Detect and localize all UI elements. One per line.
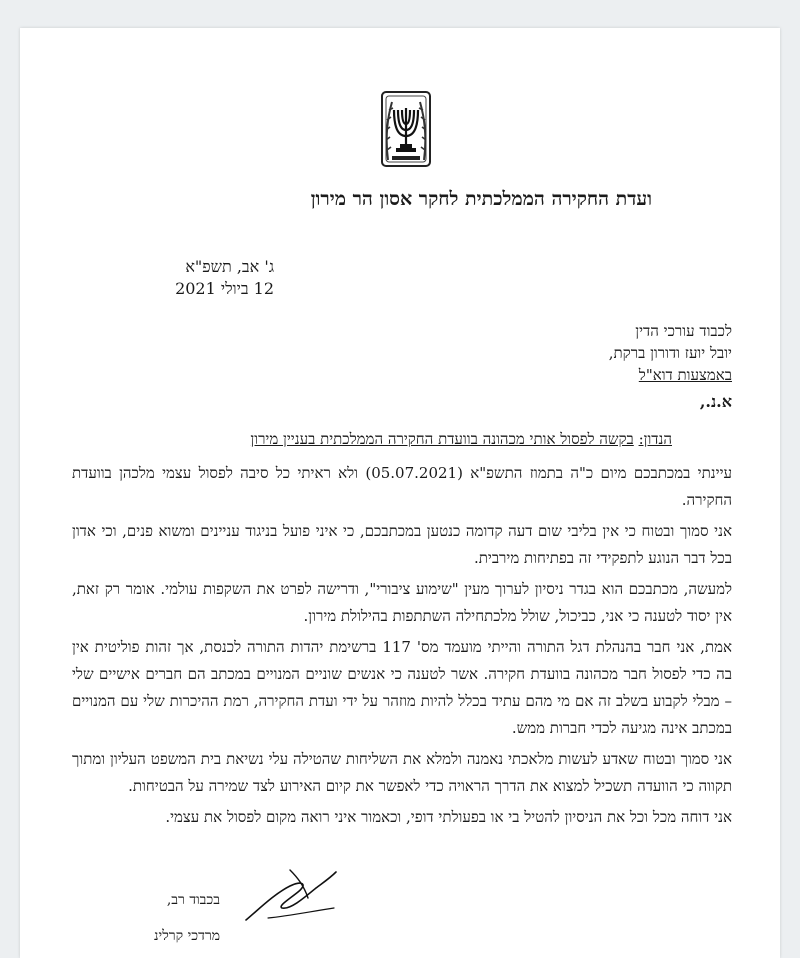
signer-name: מרדכי קרלינ <box>153 928 220 944</box>
closing-regards: בכבוד רב, <box>166 892 220 908</box>
gregorian-date: 12 ביולי 2021 <box>175 279 274 298</box>
date-block <box>175 256 274 300</box>
paragraph: למעשה, מכתבכם הוא בגדר ניסיון לערוך מעין "שימוע ציבורי", ודרישה לפרט את השקפות עולמי. אומר רק זאת, אין יסוד לטענה כי אני, כביכול, שולל מלכתחילה השתתפות בהילולת מירון. <box>72 580 732 625</box>
salutation: א.נ., <box>699 392 732 411</box>
subject-label: הנדון: <box>638 430 672 448</box>
document-page <box>20 28 780 958</box>
addressee-line-2: יובל יועז ודורון ברקת, <box>608 344 732 362</box>
addressee-block <box>609 320 732 386</box>
letter-body <box>72 460 732 835</box>
paragraph: אני סמוך ובטוח כי אין בליבי שום דעה קדומה כנטען במכתבכם, כי איני פועל בניגוד עניינים ומשוא פנים, וכי אדון בכל דבר הנוגע לתפקידי זה בפתיחות מירבית. <box>72 522 732 567</box>
hebrew-date: ג' אב, תשפ"א <box>185 257 274 276</box>
paragraph: אמת, אני חבר בהנהלת דגל התורה והייתי מועמד מס' 117 ברשימת יהדות התורה לכנסת, אך זהות פוליטית אין בה כדי לפסול חבר מכהונה בוועדת חקירה. אשר לטענה כי אנשים שוניים המנויים במכתב הם חברים אישיים שלי – מבלי לקבוע בשלב זה אם מי מהם עתיד בכלל להיות מוזהר על ידי ועדת החקירה, רמת ההיכרות שלי עם המנויים במכתב אינה מגיעה לכדי חברות ממש. <box>72 638 732 737</box>
addressee-line-3: באמצעות דוא"ל <box>638 366 732 384</box>
addressee-line-1: לכבוד עורכי הדין <box>635 322 732 340</box>
committee-title: ועדת החקירה הממלכתית לחקר אסון הר מירון <box>310 188 652 210</box>
handwritten-signature <box>238 858 348 928</box>
closing-block <box>154 882 220 954</box>
paragraph: אני סמוך ובטוח שאדע לעשות מלאכתי נאמנה ולמלא את השליחות שהטילה עלי נשיאת בית המשפט העליון ומתוך תקווה כי הוועדה תשכיל למצוא את הדרך הראויה כדי לאפשר את קיום האירוע לצד שמירה על הבטיחות. <box>72 750 732 795</box>
subject-line <box>250 430 672 449</box>
paragraph: עיינתי במכתבכם מיום כ"ה בתמוז התשפ"א (05.07.2021) ולא ראיתי כל סיבה לפסול עצמי מלכהן בוועדת החקירה. <box>72 464 732 509</box>
state-emblem-icon <box>378 90 434 172</box>
subject-text: בקשה לפסול אותי מכהונה בוועדת החקירה הממלכתית בעניין מירון <box>250 430 634 448</box>
paragraph: אני דוחה מכל וכל את הניסיון להטיל בי או בפעולתי דופי, וכאמור איני רואה מקום לפסול את עצמי. <box>165 808 732 826</box>
